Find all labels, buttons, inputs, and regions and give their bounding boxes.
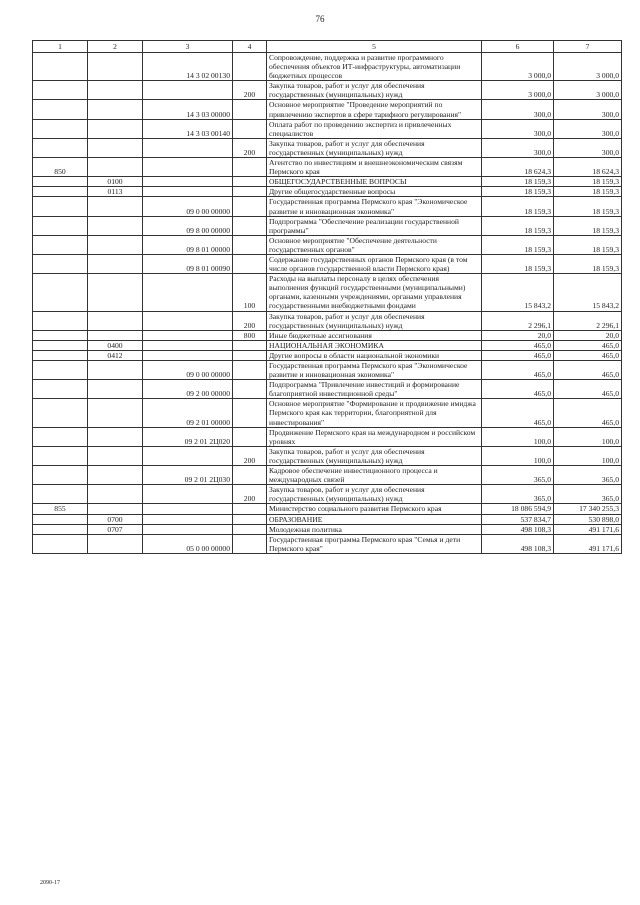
expense-type-code-cell	[233, 514, 267, 524]
section-code-cell	[88, 53, 143, 81]
amount-year-2-cell: 3 000,0	[554, 81, 622, 100]
description-cell: Подпрограмма "Обеспечение реализации государственной программы"	[267, 216, 482, 235]
column-number-header-row	[33, 41, 622, 53]
amount-year-2-cell: 465,0	[554, 340, 622, 350]
section-code-cell	[88, 534, 143, 553]
expense-type-code-cell	[233, 524, 267, 534]
target-article-code-cell: 09 8 01 00000	[143, 235, 233, 254]
table-row	[33, 187, 622, 197]
ministry-code-cell	[33, 514, 88, 524]
expense-type-code-cell	[233, 399, 267, 427]
table-row	[33, 235, 622, 254]
section-code-cell: 0400	[88, 340, 143, 350]
amount-year-2-cell: 17 340 255,3	[554, 504, 622, 514]
amount-year-2-cell: 491 171,6	[554, 534, 622, 553]
amount-year-1-cell: 365,0	[482, 485, 554, 504]
table-row	[33, 311, 622, 330]
description-cell: Государственная программа Пермского края "Семья и дети Пермского края"	[267, 534, 482, 553]
amount-year-2-cell: 18 159,3	[554, 216, 622, 235]
target-article-code-cell	[143, 81, 233, 100]
table-row	[33, 427, 622, 446]
table-row	[33, 254, 622, 273]
target-article-code-cell	[143, 311, 233, 330]
description-cell: Министерство социального развития Пермского края	[267, 504, 482, 514]
section-code-cell: 0100	[88, 177, 143, 187]
description-cell: Сопровождение, поддержка и развитие программного обеспечения объектов ИТ-инфраструктуры, автоматизации бюджетных процессов	[267, 53, 482, 81]
target-article-code-cell	[143, 350, 233, 360]
ministry-code-cell	[33, 274, 88, 311]
section-code-cell	[88, 254, 143, 273]
expense-type-code-cell	[233, 427, 267, 446]
section-code-cell	[88, 81, 143, 100]
section-code-cell	[88, 446, 143, 465]
ministry-code-cell	[33, 100, 88, 119]
amount-year-2-cell: 20,0	[554, 330, 622, 340]
table-row	[33, 350, 622, 360]
target-article-code-cell	[143, 514, 233, 524]
section-code-cell	[88, 158, 143, 177]
target-article-code-cell	[143, 485, 233, 504]
target-article-code-cell	[143, 330, 233, 340]
amount-year-2-cell: 465,0	[554, 380, 622, 399]
expense-type-code-cell	[233, 350, 267, 360]
ministry-code-cell	[33, 466, 88, 485]
expense-type-code-cell	[233, 361, 267, 380]
header-col-7: 7	[554, 41, 622, 53]
ministry-code-cell	[33, 524, 88, 534]
description-cell: Закупка товаров, работ и услуг для обеспечения государственных (муниципальных) нужд	[267, 311, 482, 330]
amount-year-2-cell: 300,0	[554, 100, 622, 119]
table-row	[33, 197, 622, 216]
expense-type-code-cell: 200	[233, 81, 267, 100]
amount-year-1-cell: 18 159,3	[482, 187, 554, 197]
table-row	[33, 138, 622, 157]
description-cell: ОБРАЗОВАНИЕ	[267, 514, 482, 524]
table-row	[33, 361, 622, 380]
target-article-code-cell: 14 3 03 00000	[143, 100, 233, 119]
amount-year-1-cell: 18 159,3	[482, 216, 554, 235]
description-cell: Подпрограмма "Привлечение инвестиций и формирование благоприятной инвестиционной среды"	[267, 380, 482, 399]
description-cell: Иные бюджетные ассигнования	[267, 330, 482, 340]
description-cell: Закупка товаров, работ и услуг для обеспечения государственных (муниципальных) нужд	[267, 485, 482, 504]
amount-year-1-cell: 18 159,3	[482, 254, 554, 273]
section-code-cell	[88, 504, 143, 514]
amount-year-2-cell: 18 159,3	[554, 187, 622, 197]
amount-year-1-cell: 18 159,3	[482, 177, 554, 187]
ministry-code-cell	[33, 119, 88, 138]
table-row	[33, 504, 622, 514]
description-cell: Основное мероприятие "Проведение мероприятий по привлечению экспертов в сфере тарифного регулирования"	[267, 100, 482, 119]
amount-year-1-cell: 300,0	[482, 119, 554, 138]
amount-year-2-cell: 18 159,3	[554, 235, 622, 254]
target-article-code-cell: 09 8 00 00000	[143, 216, 233, 235]
section-code-cell: 0707	[88, 524, 143, 534]
section-code-cell	[88, 399, 143, 427]
expense-type-code-cell: 200	[233, 485, 267, 504]
table-row	[33, 100, 622, 119]
expense-type-code-cell	[233, 534, 267, 553]
amount-year-1-cell: 537 834,7	[482, 514, 554, 524]
header-col-2: 2	[88, 41, 143, 53]
ministry-code-cell	[33, 427, 88, 446]
section-code-cell	[88, 380, 143, 399]
amount-year-2-cell: 365,0	[554, 466, 622, 485]
ministry-code-cell	[33, 446, 88, 465]
section-code-cell	[88, 138, 143, 157]
amount-year-1-cell: 100,0	[482, 427, 554, 446]
target-article-code-cell	[143, 504, 233, 514]
section-code-cell	[88, 485, 143, 504]
page-number: 76	[315, 14, 325, 24]
expense-type-code-cell	[233, 53, 267, 81]
description-cell: Государственная программа Пермского края "Экономическое развитие и инновационная экономика"	[267, 197, 482, 216]
ministry-code-cell: 855	[33, 504, 88, 514]
header-col-6: 6	[482, 41, 554, 53]
expense-type-code-cell	[233, 466, 267, 485]
expense-type-code-cell	[233, 340, 267, 350]
table-row	[33, 399, 622, 427]
description-cell: Агентство по инвестициям и внешнеэкономическим связям Пермского края	[267, 158, 482, 177]
section-code-cell: 0700	[88, 514, 143, 524]
table-row	[33, 466, 622, 485]
expense-type-code-cell: 100	[233, 274, 267, 311]
expense-type-code-cell	[233, 177, 267, 187]
section-code-cell	[88, 235, 143, 254]
amount-year-2-cell: 18 159,3	[554, 177, 622, 187]
amount-year-2-cell: 300,0	[554, 119, 622, 138]
amount-year-2-cell: 300,0	[554, 138, 622, 157]
amount-year-1-cell: 300,0	[482, 100, 554, 119]
expense-type-code-cell	[233, 216, 267, 235]
target-article-code-cell: 09 0 00 00000	[143, 361, 233, 380]
amount-year-1-cell: 498 108,3	[482, 534, 554, 553]
amount-year-1-cell: 465,0	[482, 340, 554, 350]
description-cell: Молодежная политика	[267, 524, 482, 534]
amount-year-2-cell: 465,0	[554, 350, 622, 360]
description-cell: Другие общегосударственные вопросы	[267, 187, 482, 197]
amount-year-1-cell: 18 086 594,9	[482, 504, 554, 514]
table-row	[33, 534, 622, 553]
section-code-cell	[88, 100, 143, 119]
ministry-code-cell	[33, 350, 88, 360]
target-article-code-cell: 09 2 01 2Ц020	[143, 427, 233, 446]
section-code-cell	[88, 361, 143, 380]
expense-type-code-cell: 200	[233, 138, 267, 157]
target-article-code-cell	[143, 524, 233, 534]
ministry-code-cell	[33, 330, 88, 340]
description-cell: Расходы на выплаты персоналу в целях обеспечения выполнения функций государственными (муниципальными) органами, казенными учреждениями, органами управления государственными внебюджетными фондами	[267, 274, 482, 311]
section-code-cell	[88, 330, 143, 340]
section-code-cell: 0113	[88, 187, 143, 197]
description-cell: Закупка товаров, работ и услуг для обеспечения государственных (муниципальных) нужд	[267, 138, 482, 157]
amount-year-2-cell: 530 898,0	[554, 514, 622, 524]
target-article-code-cell	[143, 446, 233, 465]
amount-year-2-cell: 365,0	[554, 485, 622, 504]
description-cell: Другие вопросы в области национальной экономики	[267, 350, 482, 360]
ministry-code-cell	[33, 138, 88, 157]
amount-year-2-cell: 18 159,3	[554, 197, 622, 216]
description-cell: Основное мероприятие "Формирование и продвижение имиджа Пермского края как территории, благоприятной для инвестирования"	[267, 399, 482, 427]
ministry-code-cell	[33, 53, 88, 81]
table-row	[33, 216, 622, 235]
amount-year-1-cell: 100,0	[482, 446, 554, 465]
ministry-code-cell: 850	[33, 158, 88, 177]
section-code-cell	[88, 216, 143, 235]
section-code-cell	[88, 427, 143, 446]
table-row	[33, 485, 622, 504]
table-row	[33, 119, 622, 138]
amount-year-1-cell: 3 000,0	[482, 81, 554, 100]
section-code-cell	[88, 119, 143, 138]
footer-code: 2090-17	[40, 880, 60, 886]
target-article-code-cell: 09 2 01 2Ц030	[143, 466, 233, 485]
amount-year-2-cell: 15 843,2	[554, 274, 622, 311]
target-article-code-cell: 09 2 00 00000	[143, 380, 233, 399]
ministry-code-cell	[33, 81, 88, 100]
ministry-code-cell	[33, 380, 88, 399]
ministry-code-cell	[33, 197, 88, 216]
amount-year-2-cell: 100,0	[554, 446, 622, 465]
amount-year-1-cell: 498 108,3	[482, 524, 554, 534]
target-article-code-cell	[143, 138, 233, 157]
target-article-code-cell: 05 0 00 00000	[143, 534, 233, 553]
target-article-code-cell: 14 3 03 00140	[143, 119, 233, 138]
expense-type-code-cell	[233, 158, 267, 177]
table-row	[33, 446, 622, 465]
ministry-code-cell	[33, 216, 88, 235]
target-article-code-cell	[143, 187, 233, 197]
description-cell: Государственная программа Пермского края "Экономическое развитие и инновационная экономика"	[267, 361, 482, 380]
amount-year-1-cell: 15 843,2	[482, 274, 554, 311]
ministry-code-cell	[33, 187, 88, 197]
table-row	[33, 158, 622, 177]
amount-year-2-cell: 465,0	[554, 361, 622, 380]
table-row	[33, 514, 622, 524]
table-row	[33, 524, 622, 534]
description-cell: Продвижение Пермского края на международном и российском уровнях	[267, 427, 482, 446]
amount-year-2-cell: 465,0	[554, 399, 622, 427]
description-cell: Основное мероприятие "Обеспечение деятельности государственных органов"	[267, 235, 482, 254]
amount-year-1-cell: 465,0	[482, 399, 554, 427]
target-article-code-cell	[143, 274, 233, 311]
table-row	[33, 340, 622, 350]
expense-type-code-cell	[233, 119, 267, 138]
expense-type-code-cell	[233, 100, 267, 119]
ministry-code-cell	[33, 399, 88, 427]
expense-type-code-cell	[233, 380, 267, 399]
description-cell: Закупка товаров, работ и услуг для обеспечения государственных (муниципальных) нужд	[267, 446, 482, 465]
header-col-1: 1	[33, 41, 88, 53]
expense-type-code-cell	[233, 197, 267, 216]
header-col-4: 4	[233, 41, 267, 53]
amount-year-2-cell: 100,0	[554, 427, 622, 446]
target-article-code-cell: 09 0 00 00000	[143, 197, 233, 216]
section-code-cell	[88, 274, 143, 311]
expense-type-code-cell: 200	[233, 446, 267, 465]
ministry-code-cell	[33, 485, 88, 504]
amount-year-2-cell: 491 171,6	[554, 524, 622, 534]
target-article-code-cell	[143, 177, 233, 187]
ministry-code-cell	[33, 340, 88, 350]
amount-year-1-cell: 465,0	[482, 350, 554, 360]
target-article-code-cell: 09 2 01 00000	[143, 399, 233, 427]
target-article-code-cell	[143, 340, 233, 350]
ministry-code-cell	[33, 254, 88, 273]
table-row	[33, 380, 622, 399]
amount-year-2-cell: 18 159,3	[554, 254, 622, 273]
table-row	[33, 274, 622, 311]
table-row	[33, 177, 622, 187]
ministry-code-cell	[33, 311, 88, 330]
description-cell: Оплата работ по проведению экспертиз и привлеченных специалистов	[267, 119, 482, 138]
ministry-code-cell	[33, 235, 88, 254]
section-code-cell: 0412	[88, 350, 143, 360]
description-cell: Закупка товаров, работ и услуг для обеспечения государственных (муниципальных) нужд	[267, 81, 482, 100]
header-col-5: 5	[267, 41, 482, 53]
table-body	[33, 53, 622, 554]
ministry-code-cell	[33, 534, 88, 553]
table-row	[33, 330, 622, 340]
expense-type-code-cell	[233, 187, 267, 197]
table-row	[33, 53, 622, 81]
expense-type-code-cell	[233, 235, 267, 254]
amount-year-1-cell: 2 296,1	[482, 311, 554, 330]
description-cell: Содержание государственных органов Пермского края (в том числе органов государственной власти Пермского края)	[267, 254, 482, 273]
description-cell: ОБЩЕГОСУДАРСТВЕННЫЕ ВОПРОСЫ	[267, 177, 482, 187]
table-row	[33, 81, 622, 100]
amount-year-1-cell: 18 624,3	[482, 158, 554, 177]
expense-type-code-cell: 800	[233, 330, 267, 340]
budget-table	[32, 40, 622, 554]
description-cell: НАЦИОНАЛЬНАЯ ЭКОНОМИКА	[267, 340, 482, 350]
ministry-code-cell	[33, 177, 88, 187]
amount-year-2-cell: 2 296,1	[554, 311, 622, 330]
target-article-code-cell: 09 8 01 00090	[143, 254, 233, 273]
description-cell: Кадровое обеспечение инвестиционного процесса и международных связей	[267, 466, 482, 485]
target-article-code-cell	[143, 158, 233, 177]
amount-year-1-cell: 18 159,3	[482, 235, 554, 254]
target-article-code-cell: 14 3 02 00130	[143, 53, 233, 81]
expense-type-code-cell	[233, 504, 267, 514]
header-col-3: 3	[143, 41, 233, 53]
amount-year-1-cell: 3 000,0	[482, 53, 554, 81]
section-code-cell	[88, 466, 143, 485]
ministry-code-cell	[33, 361, 88, 380]
amount-year-1-cell: 465,0	[482, 380, 554, 399]
amount-year-1-cell: 300,0	[482, 138, 554, 157]
expense-type-code-cell: 200	[233, 311, 267, 330]
section-code-cell	[88, 311, 143, 330]
amount-year-1-cell: 20,0	[482, 330, 554, 340]
section-code-cell	[88, 197, 143, 216]
amount-year-1-cell: 465,0	[482, 361, 554, 380]
amount-year-2-cell: 18 624,3	[554, 158, 622, 177]
expense-type-code-cell	[233, 254, 267, 273]
amount-year-1-cell: 18 159,3	[482, 197, 554, 216]
amount-year-2-cell: 3 000,0	[554, 53, 622, 81]
amount-year-1-cell: 365,0	[482, 466, 554, 485]
